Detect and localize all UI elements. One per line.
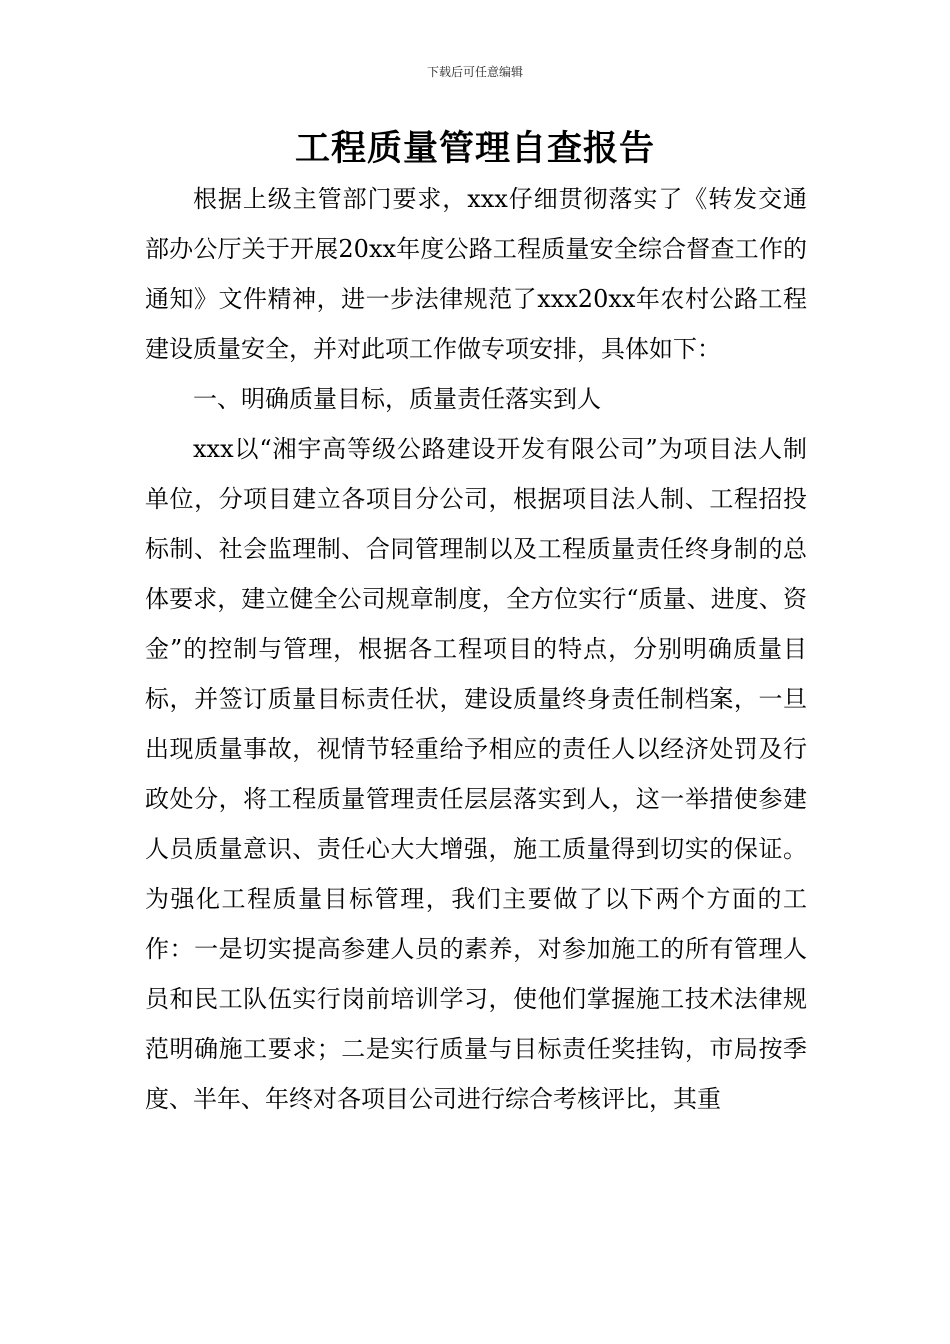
- document-body: [145, 174, 807, 1124]
- section-1-paragraph: xxx以“湘宇高等级公路建设开发有限公司”为项目法人制单位，分项目建立各项目分公司，根据项目法人制、工程招投标制、社会监理制、合同管理制以及工程质量责任终身制的总体要求，建立健全公司规章制度，全方位实行“质量、进度、资金”的控制与管理，根据各工程项目的特点，分别明确质量目标，并签订质量目标责任状，建设质量终身责任制档案，一旦出现质量事故，视情节轻重给予相应的责任人以经济处罚及行政处分，将工程质量管理责任层层落实到人，这一举措使参建人员质量意识、责任心大大增强，施工质量得到切实的保证。为强化工程质量目标管理，我们主要做了以下两个方面的工作：一是切实提高参建人员的素养，对参加施工的所有管理人员和民工队伍实行岗前培训学习，使他们掌握施工技术法律规范明确施工要求；二是实行质量与目标责任奖挂钩，市局按季度、半年、年终对各项目公司进行综合考核评比，其重: [145, 435, 807, 1113]
- intro-paragraph: 根据上级主管部门要求，xxx仔细贯彻落实了《转发交通部办公厅关于开展20xx年度公路工程质量安全综合督查工作的通知》文件精神，进一步法律规范了xxx20xx年农村公路工程建设质量安全，并对此项工作做专项安排，具体如下：: [145, 185, 807, 363]
- download-note: 下载后可任意编辑: [426, 65, 523, 79]
- document-title: 工程质量管理自查报告: [294, 128, 655, 169]
- section-heading-1: 一、明确质量目标，质量责任落实到人: [193, 385, 601, 413]
